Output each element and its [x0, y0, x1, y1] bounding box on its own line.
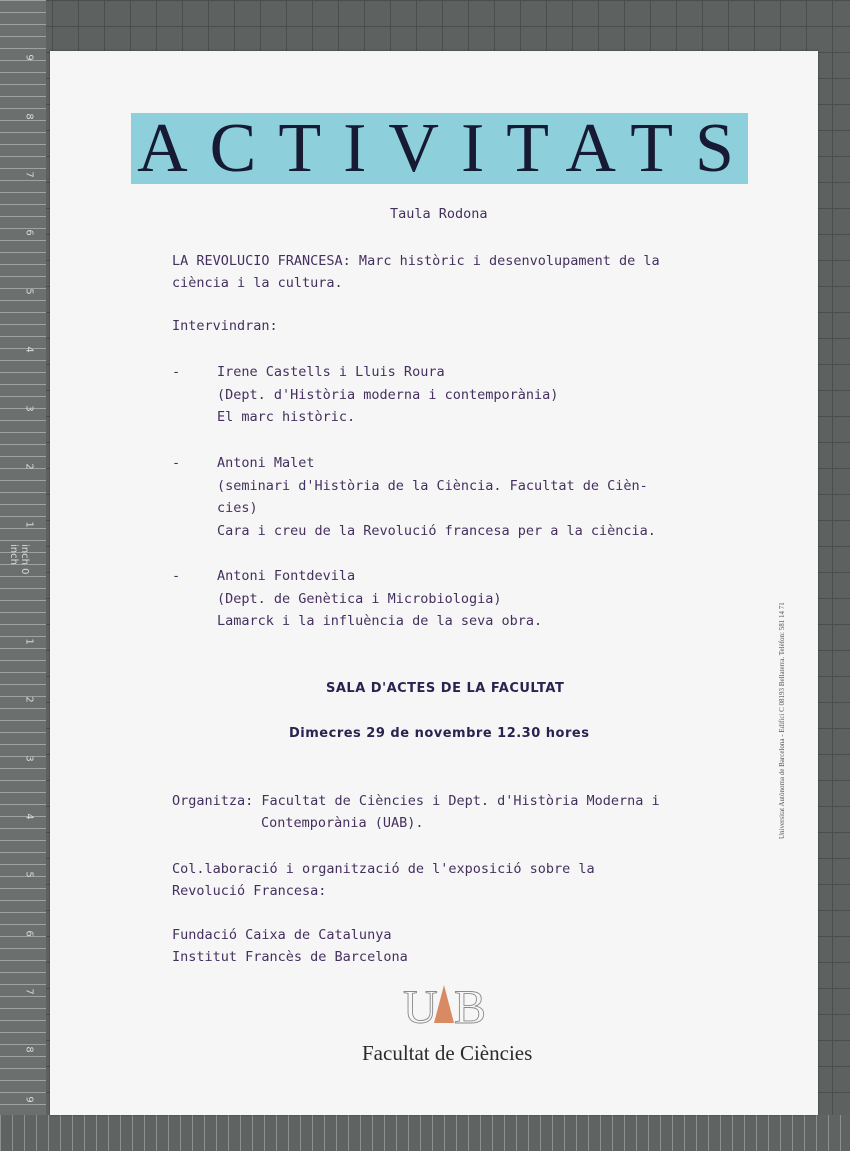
ruler-number: 5 [23, 871, 35, 878]
speaker-dash: - [172, 455, 181, 471]
topic-line-2: ciència i la cultura. [172, 275, 343, 291]
ruler-number: inch 0 inch [8, 544, 30, 575]
ruler-number: 1 [23, 638, 35, 645]
ruler-number: 2 [23, 463, 35, 470]
speaker-talk: Lamarck i la influència de la seva obra. [217, 613, 543, 629]
speaker-dash: - [172, 364, 181, 380]
collaboration-line-1: Col.laboració i organització de l'exposició sobre la [172, 861, 595, 877]
bottom-ruler [0, 1115, 850, 1151]
speaker-name: Antoni Fontdevila [217, 568, 356, 584]
ruler-number: 2 [23, 696, 35, 703]
speakers-heading: Intervindran: [172, 318, 278, 334]
uab-logo-b: B [454, 981, 487, 1034]
ruler-number: 1 [23, 521, 35, 528]
ruler-number: 6 [23, 930, 35, 937]
ruler-number: 7 [23, 171, 35, 178]
printer-imprint: Universitat Autònoma de Barcelona - Edifici C 08193 Bellaterra. Telèfon: 581 14 71 [778, 602, 786, 839]
ruler-number: 4 [23, 813, 35, 820]
ruler-number: 3 [23, 755, 35, 762]
ruler-number: 8 [23, 113, 35, 120]
ruler-number: 7 [23, 988, 35, 995]
speaker-affiliation: (Dept. de Genètica i Microbiologia) [217, 591, 502, 607]
speaker-talk: Cara i creu de la Revolució francesa per a la ciència. [217, 523, 656, 539]
event-type: Taula Rodona [390, 206, 488, 222]
speaker-dash: - [172, 568, 181, 584]
collaboration-line-2: Revolució Francesa: [172, 883, 327, 899]
logo-caption: Facultat de Ciències [362, 1041, 533, 1065]
sponsor-2: Institut Francès de Barcelona [172, 949, 408, 965]
title-banner [131, 109, 756, 187]
ruler-number: 9 [23, 1096, 35, 1103]
ruler-number: 3 [23, 405, 35, 412]
venue: SALA D'ACTES DE LA FACULTAT [326, 681, 565, 696]
ruler-number: 9 [23, 54, 35, 61]
ruler-number: 6 [23, 229, 35, 236]
speaker-affiliation-cont: cies) [217, 500, 258, 516]
banner-title: ACTIVITATS [137, 109, 756, 187]
ruler-number: 5 [23, 288, 35, 295]
ruler-number: 8 [23, 1046, 35, 1053]
topic-line-1: LA REVOLUCIO FRANCESA: Marc històric i desenvolupament de la [172, 253, 660, 269]
speaker-affiliation: (seminari d'Història de la Ciència. Facultat de Cièn- [217, 478, 648, 494]
uab-logo-u: U [403, 981, 438, 1034]
uab-logo [402, 979, 487, 1034]
speaker-affiliation: (Dept. d'Història moderna i contemporània) [217, 387, 559, 403]
organizer-line-2: Contemporània (UAB). [261, 815, 424, 831]
ruler-number: 4 [23, 346, 35, 353]
left-ruler [0, 0, 46, 1151]
sponsor-1: Fundació Caixa de Catalunya [172, 927, 392, 943]
organizer-line-1: Organitza: Facultat de Ciències i Dept. d'Història Moderna i [172, 793, 660, 809]
poster-sheet [50, 51, 818, 1115]
event-datetime: Dimecres 29 de novembre 12.30 hores [289, 726, 590, 741]
speaker-talk: El marc històric. [217, 409, 356, 425]
speaker-name: Antoni Malet [217, 455, 315, 471]
speaker-name: Irene Castells i Lluis Roura [217, 364, 445, 380]
